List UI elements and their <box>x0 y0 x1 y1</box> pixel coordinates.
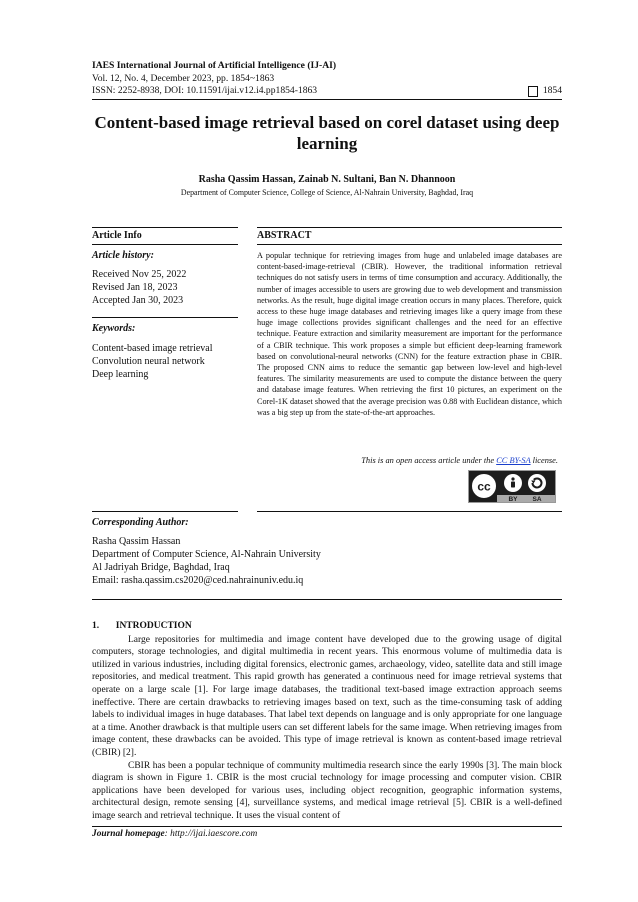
paragraph: CBIR has been a popular technique of community multimedia research since the early 1990s [3]. The main block diagram is shown in Figure 1. CBIR is the most crucial technology for image processing and computer vision. CBIR applications have been developed for various uses, including object recognition, geographic information systems, architectural design, remote sensing [4], surveillance systems, and medical image retrieval [5]. CBIR is a well-defined image search and retrieval technique. It uses the visual content of <box>92 760 562 821</box>
received-date: Received Nov 25, 2022 <box>92 269 187 280</box>
corresponding-email: Email: rasha.qassim.cs2020@ced.nahrainuniv.edu.iq <box>92 575 304 586</box>
article-history-label: Article history: <box>92 250 154 261</box>
corresponding-right-rule <box>257 511 562 512</box>
cc-by-sa-link[interactable]: CC BY-SA <box>496 456 531 465</box>
abstract-sub-rule <box>257 244 562 245</box>
page-number: 1854 <box>542 85 562 97</box>
license-prefix: This is an open access article under the <box>361 456 497 465</box>
keyword-item: Convolution neural network <box>92 356 205 367</box>
article-info-sub-rule <box>92 244 238 245</box>
article-history <box>92 268 238 307</box>
corresponding-address: Al Jadriyah Bridge, Baghdad, Iraq <box>92 562 230 573</box>
abstract-text: A popular technique for retrieving images from huge and unlabeled image databases are content-based-image-retrieval (CBIR). However, the traditional information retrieval techniques do not satisfy users in terms of time consumption and accuracy. Additionally, the number of images accessible to users are growing due to web development and transmission networks. As the result, huge digital image creation occurs in many places. Therefore, quick access to these huge image databases and retrieving images like a query image from these huge image collections provides significant challenges and the need for an effective technique. Feature extraction and similarity measurement are important for the performance of a CBIR technique. This work proposes a simple but efficient deep-learning framework based on convolutional-neural networks (CNN) for the feature extraction phase in CBIR. The proposed CNN aims to reduce the semantic gap between low-level and high-level features. The similarity measurements are used to compute the distance between the query and database image features. When retrieving the first 10 pictures, an experiment on the Corel-1K dataset showed that the average precision was 0.88 with Euclidean distance, which was a big step up from the state-of-the-art approaches. <box>257 251 562 417</box>
paragraph: Large repositories for multimedia and image content have developed due to the growing usage of digital computers, storage technologies, and digital multimedia in recent years. This enormous volume of multimedia data is utilized in various industries, including digital forensics, electronic games, archaeology, video, satellite data and still image repositories, and medical treatment. This rapid growth has generated a continuous need for image retrieval systems that operate on a large scale [1]. For large image databases, the traditional text-based image extraction approach seems ineffective. There are certain drawbacks to retrieving images based on text, such as the time-consuming task of adding labels to individual images in huge databases. That label text depends on language and is only appropriate for one language at a time. Another drawback is that multiple users can set different labels for the same image. When retrieving images from image content, these drawbacks can be avoided. This type of image retrieval is known as content-based image retrieval (CBIR) [2]. <box>92 634 562 758</box>
keyword-item: Deep learning <box>92 369 149 380</box>
corresponding-left-rule <box>92 511 238 512</box>
paper-title: Content-based image retrieval based on corel dataset using deep learning <box>94 113 560 153</box>
introduction-section <box>92 620 562 823</box>
journal-volume: Vol. 12, No. 4, December 2023, pp. 1854~1863 <box>92 72 275 84</box>
cc-logo-icon <box>472 474 497 499</box>
revised-date: Revised Jan 18, 2023 <box>92 282 178 293</box>
journal-title: IAES International Journal of Artificial Intelligence (IJ-AI) <box>92 60 337 71</box>
corresponding-author-block <box>92 535 562 587</box>
checkbox-icon <box>528 86 538 97</box>
journal-header <box>92 60 562 98</box>
sa-label: SA <box>532 496 542 502</box>
cc-license-graphic <box>469 471 555 502</box>
article-info-top-rule <box>92 227 238 228</box>
body-separator-rule <box>92 599 562 600</box>
accepted-date: Accepted Jan 30, 2023 <box>92 295 184 306</box>
homepage-label: Journal homepage <box>92 829 165 839</box>
keywords-rule <box>92 317 238 318</box>
author-affiliation: Department of Computer Science, College of Science, Al-Nahrain University, Baghdad, Iraq <box>180 188 474 197</box>
journal-issn-doi: ISSN: 2252-8938, DOI: 10.11591/ijai.v12.i4.pp1854-1863 <box>92 85 318 97</box>
header-rule <box>92 99 562 100</box>
corresponding-name: Rasha Qassim Hassan <box>92 536 181 547</box>
corresponding-author-label: Corresponding Author: <box>92 517 189 528</box>
corresponding-dept: Department of Computer Science, Al-Nahrain University <box>92 549 321 560</box>
license-suffix: license. <box>530 456 558 465</box>
keyword-item: Content-based image retrieval <box>92 343 213 354</box>
by-attribution-icon <box>504 474 522 492</box>
homepage-separator: : <box>164 829 171 839</box>
cc-by-sa-badge[interactable] <box>468 470 556 503</box>
section-heading: 1. INTRODUCTION <box>92 621 192 631</box>
homepage-url[interactable]: http://ijai.iaescore.com <box>170 829 258 839</box>
abstract-heading: ABSTRACT <box>257 230 312 241</box>
journal-homepage <box>92 829 257 839</box>
keywords-label: Keywords: <box>92 323 136 334</box>
sa-sharealike-icon <box>528 474 546 492</box>
license-statement <box>257 456 558 465</box>
cc-logo-text: cc <box>477 479 491 494</box>
article-info-heading: Article Info <box>92 230 142 241</box>
footer-rule <box>92 826 562 827</box>
keywords-list <box>92 342 238 381</box>
by-label: BY <box>508 496 518 502</box>
author-list: Rasha Qassim Hassan, Zainab N. Sultani, Ban N. Dhannoon <box>198 174 456 185</box>
abstract-top-rule <box>257 227 562 228</box>
